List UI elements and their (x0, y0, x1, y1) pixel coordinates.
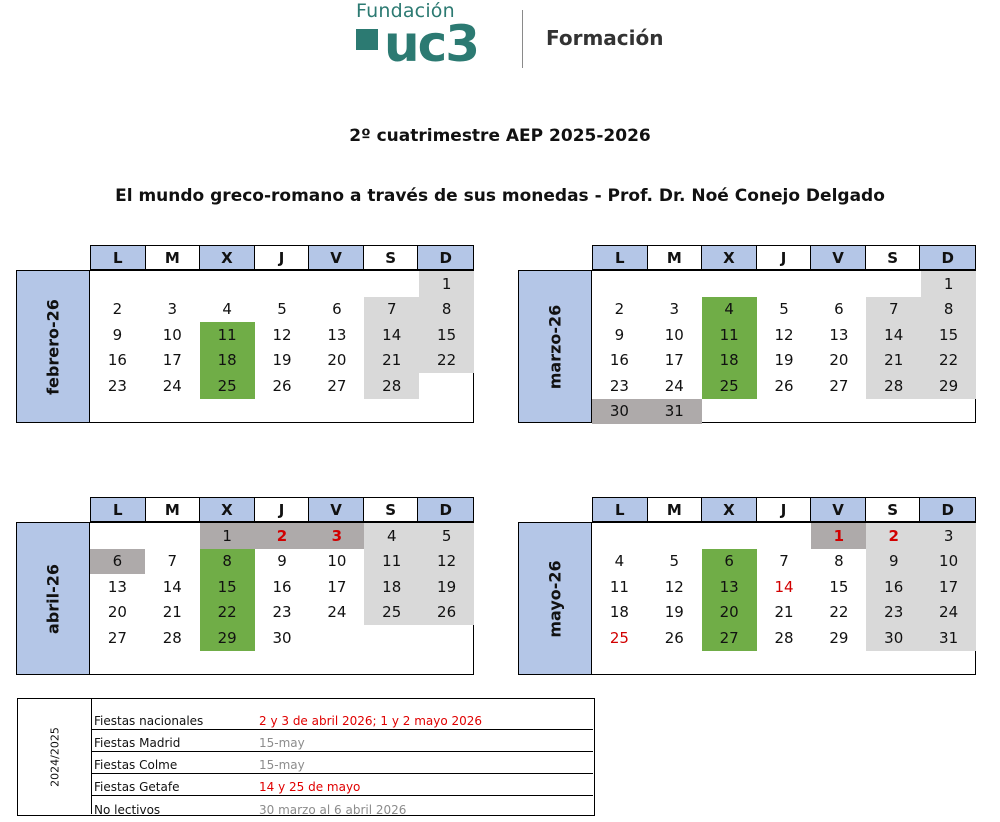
day-cell: 28 (866, 373, 921, 399)
day-cell: 17 (921, 574, 976, 600)
month-label: mayo-26 (545, 559, 565, 638)
weekday-cell: L (91, 246, 146, 269)
fundacion-uc3-logo (354, 0, 674, 72)
empty-cell (200, 651, 255, 677)
day-cell: 28 (162, 628, 182, 647)
day-cell: 1 (200, 523, 255, 549)
empty-cell (90, 523, 145, 549)
weekday-cell: V (811, 246, 866, 269)
day-cell: 28 (364, 373, 419, 399)
day-cell: 5 (669, 552, 680, 571)
legend-row (91, 774, 593, 796)
day-cell: 1 (921, 271, 976, 297)
weekday-cell: D (418, 246, 473, 269)
day-cell: 18 (364, 574, 419, 600)
weekday-cell: M (146, 246, 201, 269)
logo-uc3-text: uc3 (384, 15, 479, 73)
day-cell: 30 (592, 399, 647, 425)
logo-formacion-text: Formación (546, 26, 664, 50)
day-cell: 22 (921, 348, 976, 374)
day-cell: 1 (811, 523, 866, 549)
day-cell: 20 (829, 351, 849, 370)
day-cell: 12 (664, 577, 684, 596)
legend-row-value: 2 y 3 de abril 2026; 1 y 2 mayo 2026 (259, 714, 483, 728)
day-cell: 21 (162, 603, 182, 622)
weekday-cell: J (255, 498, 310, 521)
day-cell: 28 (774, 628, 794, 647)
day-cell: 15 (829, 577, 849, 596)
empty-cell (364, 625, 419, 651)
legend-row-label: Fiestas nacionales (94, 714, 204, 728)
day-cell: 3 (167, 300, 178, 319)
day-cell: 18 (200, 348, 255, 374)
day-cell: 13 (327, 325, 347, 344)
day-cell: 6 (90, 549, 145, 575)
day-cell: 5 (779, 300, 789, 319)
legend-row-label: No lectivos (94, 803, 161, 817)
empty-cell (200, 271, 255, 297)
day-cell: 19 (664, 603, 684, 622)
empty-cell (200, 399, 255, 425)
day-cell: 26 (419, 600, 474, 626)
day-cell: 30 (272, 628, 292, 647)
month-days-body (90, 270, 474, 423)
empty-cell (145, 271, 200, 297)
empty-cell (757, 523, 812, 549)
day-cell: 25 (702, 373, 757, 399)
month-days-body (592, 270, 976, 423)
month-days-body (90, 522, 474, 675)
day-cell: 24 (921, 600, 976, 626)
empty-cell (702, 651, 757, 677)
empty-cell (309, 651, 364, 677)
day-cell: 13 (107, 577, 127, 596)
day-cell: 27 (702, 625, 757, 651)
empty-cell (647, 523, 702, 549)
day-cell: 4 (702, 297, 757, 323)
day-cell: 7 (779, 552, 789, 571)
empty-cell (592, 523, 647, 549)
weekday-cell: L (91, 498, 146, 521)
weekday-cell: X (200, 498, 255, 521)
legend-row (91, 730, 593, 752)
day-cell: 2 (255, 523, 310, 549)
day-cell: 16 (609, 351, 629, 370)
weekday-cell: S (866, 498, 921, 521)
empty-cell (255, 271, 310, 297)
empty-cell (757, 399, 812, 425)
days-grid (90, 271, 474, 424)
day-cell: 6 (702, 549, 757, 575)
day-cell: 24 (162, 376, 182, 395)
empty-cell (647, 271, 702, 297)
empty-cell (921, 651, 976, 677)
day-cell: 8 (200, 549, 255, 575)
empty-cell (145, 523, 200, 549)
day-cell: 8 (921, 297, 976, 323)
weekday-cell: J (255, 246, 310, 269)
empty-cell (866, 651, 921, 677)
page-title: 2º cuatrimestre AEP 2025-2026 (349, 126, 651, 146)
day-cell: 1 (419, 271, 474, 297)
empty-cell (90, 271, 145, 297)
empty-cell (811, 271, 866, 297)
day-cell: 11 (609, 577, 629, 596)
day-cell: 20 (702, 600, 757, 626)
day-cell: 26 (664, 628, 684, 647)
day-cell: 16 (272, 577, 292, 596)
empty-cell (592, 651, 647, 677)
day-cell: 4 (614, 552, 625, 571)
empty-cell (364, 399, 419, 425)
empty-cell (866, 271, 921, 297)
weekday-cell: M (648, 246, 703, 269)
legend-year-cell (18, 699, 92, 814)
empty-cell (592, 271, 647, 297)
day-cell: 24 (327, 603, 347, 622)
empty-cell (419, 373, 474, 399)
weekday-cell: X (200, 246, 255, 269)
day-cell: 20 (327, 351, 347, 370)
day-cell: 7 (167, 552, 178, 571)
day-cell: 10 (327, 552, 347, 571)
empty-cell (145, 651, 200, 677)
day-cell: 10 (664, 325, 684, 344)
weekday-cell: L (593, 246, 648, 269)
legend-row (91, 699, 593, 730)
day-cell: 19 (419, 574, 474, 600)
day-cell: 29 (200, 625, 255, 651)
weekday-cell: S (364, 246, 419, 269)
days-grid (592, 523, 976, 676)
weekday-cell: L (593, 498, 648, 521)
day-cell: 17 (162, 351, 182, 370)
legend-row-label: Fiestas Madrid (94, 736, 181, 750)
day-cell: 9 (112, 325, 123, 344)
weekday-cell: S (866, 246, 921, 269)
day-cell: 8 (419, 297, 474, 323)
day-cell: 14 (774, 577, 794, 596)
empty-cell (255, 651, 310, 677)
legend-row-label: Fiestas Colme (94, 758, 178, 772)
empty-cell (364, 651, 419, 677)
day-cell: 5 (419, 523, 474, 549)
day-cell: 12 (272, 325, 292, 344)
day-cell: 9 (614, 325, 625, 344)
day-cell: 3 (669, 300, 680, 319)
empty-cell (702, 271, 757, 297)
weekday-cell: V (811, 498, 866, 521)
empty-cell (419, 625, 474, 651)
day-cell: 27 (107, 628, 127, 647)
day-cell: 19 (272, 351, 292, 370)
course-subtitle: El mundo greco-romano a través de sus monedas - Prof. Dr. Noé Conejo Delgado (115, 186, 885, 206)
day-cell: 27 (327, 376, 347, 395)
days-grid (592, 271, 976, 424)
day-cell: 22 (829, 603, 849, 622)
empty-cell (90, 399, 145, 425)
day-cell: 15 (200, 574, 255, 600)
empty-cell (309, 399, 364, 425)
day-cell: 30 (866, 625, 921, 651)
weekday-cell: S (364, 498, 419, 521)
weekday-cell: D (920, 246, 975, 269)
day-cell: 22 (200, 600, 255, 626)
weekday-header (592, 497, 976, 522)
day-cell: 12 (419, 549, 474, 575)
day-cell: 6 (332, 300, 342, 319)
logo-fundacion-text: Fundación (356, 0, 455, 22)
day-cell: 17 (664, 351, 684, 370)
day-cell: 19 (774, 351, 794, 370)
day-cell: 15 (921, 322, 976, 348)
empty-cell (921, 399, 976, 425)
weekday-cell: M (146, 498, 201, 521)
day-cell: 16 (107, 351, 127, 370)
weekday-header (90, 245, 474, 270)
day-cell: 24 (664, 376, 684, 395)
day-cell: 14 (866, 322, 921, 348)
day-cell: 3 (921, 523, 976, 549)
day-cell: 27 (829, 376, 849, 395)
legend-row-value: 15-may (259, 758, 305, 772)
empty-cell (757, 271, 812, 297)
legend-row (91, 752, 593, 774)
day-cell: 16 (866, 574, 921, 600)
legend-row-value: 15-may (259, 736, 305, 750)
weekday-cell: V (309, 246, 364, 269)
month-label-cell (16, 270, 90, 423)
day-cell: 25 (200, 373, 255, 399)
day-cell: 13 (702, 574, 757, 600)
legend-row (91, 796, 593, 818)
day-cell: 10 (162, 325, 182, 344)
empty-cell (811, 651, 866, 677)
holidays-legend (17, 698, 595, 816)
day-cell: 23 (866, 600, 921, 626)
empty-cell (90, 651, 145, 677)
day-cell: 6 (834, 300, 844, 319)
day-cell: 23 (107, 376, 127, 395)
day-cell: 14 (364, 322, 419, 348)
day-cell: 11 (702, 322, 757, 348)
day-cell: 29 (829, 628, 849, 647)
day-cell: 23 (609, 376, 629, 395)
day-cell: 2 (112, 300, 123, 319)
empty-cell (364, 271, 419, 297)
legend-year-label: 2024/2025 (48, 726, 61, 787)
day-cell: 11 (200, 322, 255, 348)
logo-square-mark (356, 29, 378, 50)
day-cell: 31 (647, 399, 702, 425)
empty-cell (255, 399, 310, 425)
month-label: febrero-26 (43, 298, 63, 395)
day-cell: 29 (921, 373, 976, 399)
weekday-cell: J (757, 498, 812, 521)
day-cell: 18 (609, 603, 629, 622)
empty-cell (419, 399, 474, 425)
day-cell: 12 (774, 325, 794, 344)
day-cell: 8 (834, 552, 844, 571)
day-cell: 21 (364, 348, 419, 374)
empty-cell (419, 651, 474, 677)
day-cell: 22 (419, 348, 474, 374)
empty-cell (309, 271, 364, 297)
day-cell: 9 (277, 552, 287, 571)
logo-divider (522, 10, 523, 68)
day-cell: 18 (702, 348, 757, 374)
empty-cell (757, 651, 812, 677)
day-cell: 3 (309, 523, 364, 549)
weekday-header (90, 497, 474, 522)
day-cell: 21 (774, 603, 794, 622)
empty-cell (145, 399, 200, 425)
weekday-cell: X (702, 498, 757, 521)
day-cell: 20 (107, 603, 127, 622)
month-label-cell (518, 522, 592, 675)
weekday-cell: V (309, 498, 364, 521)
empty-cell (811, 399, 866, 425)
day-cell: 2 (614, 300, 625, 319)
weekday-cell: X (702, 246, 757, 269)
weekday-header (592, 245, 976, 270)
day-cell: 25 (364, 600, 419, 626)
legend-row-value: 30 marzo al 6 abril 2026 (259, 803, 407, 817)
day-cell: 14 (162, 577, 182, 596)
legend-row-value: 14 y 25 de mayo (259, 780, 361, 794)
weekday-cell: D (418, 498, 473, 521)
legend-row-label: Fiestas Getafe (94, 780, 180, 794)
weekday-cell: M (648, 498, 703, 521)
days-grid (90, 523, 474, 676)
empty-cell (866, 399, 921, 425)
day-cell: 21 (866, 348, 921, 374)
month-label-cell (518, 270, 592, 423)
month-days-body (592, 522, 976, 675)
day-cell: 7 (364, 297, 419, 323)
month-label-cell (16, 522, 90, 675)
legend-rows (91, 699, 593, 818)
day-cell: 2 (866, 523, 921, 549)
weekday-cell: J (757, 246, 812, 269)
day-cell: 23 (272, 603, 292, 622)
day-cell: 4 (222, 300, 232, 319)
day-cell: 31 (921, 625, 976, 651)
day-cell: 5 (277, 300, 287, 319)
day-cell: 13 (829, 325, 849, 344)
day-cell: 10 (921, 549, 976, 575)
day-cell: 15 (419, 322, 474, 348)
weekday-cell: D (920, 498, 975, 521)
empty-cell (702, 399, 757, 425)
empty-cell (647, 651, 702, 677)
empty-cell (702, 523, 757, 549)
empty-cell (309, 625, 364, 651)
day-cell: 25 (609, 628, 629, 647)
day-cell: 17 (327, 577, 347, 596)
day-cell: 9 (866, 549, 921, 575)
day-cell: 7 (866, 297, 921, 323)
month-label: abril-26 (43, 563, 63, 634)
day-cell: 26 (272, 376, 292, 395)
day-cell: 11 (364, 549, 419, 575)
month-label: marzo-26 (545, 304, 565, 389)
day-cell: 4 (364, 523, 419, 549)
day-cell: 26 (774, 376, 794, 395)
